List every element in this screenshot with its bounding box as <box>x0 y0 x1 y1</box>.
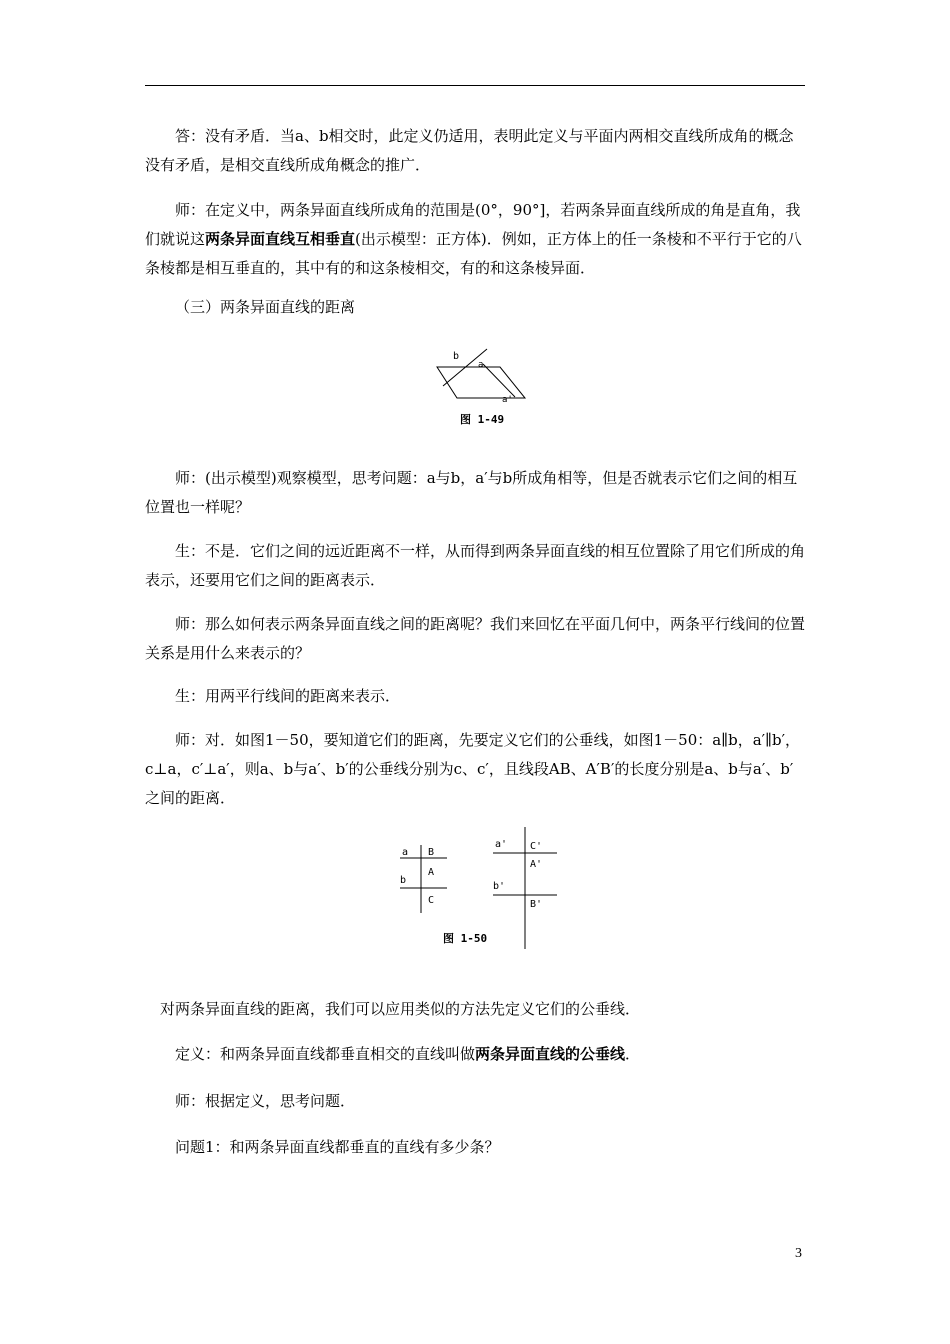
fig150-right-label-a-prime: a' <box>495 839 508 850</box>
header-rule <box>145 85 805 86</box>
fig150-left-label-a: a <box>402 847 409 858</box>
paragraph-teacher-question: 师：那么如何表示两条异面直线之间的距离呢？我们来回忆在平面几何中，两条平行线间的位置关系是用什么来表示的？ <box>145 615 806 662</box>
page-number: 3 <box>795 1246 802 1261</box>
fig150-right-label-B-prime: B' <box>530 899 543 910</box>
bold-term-perpendicular: 两条异面直线互相垂直 <box>205 230 356 248</box>
fig150-left-label-C: C <box>428 895 435 906</box>
fig149-label-a: a <box>478 360 484 370</box>
paragraph-answer: 答：没有矛盾．当a、b相交时，此定义仍适用，表明此定义与平面内两相交直线所成角的概念没有矛盾，是相交直线所成角概念的推广． <box>145 127 794 174</box>
fig150-left-label-B: B <box>428 847 435 858</box>
paragraph-observe-model: 师：(出示模型)观察模型，思考问题：a与b，a′与b所成角相等，但是否就表示它们之间的相互位置也一样呢？ <box>145 469 798 516</box>
fig150-right-label-A-prime: A' <box>530 859 543 870</box>
paragraph-definition: 定义：和两条异面直线都垂直相交的直线叫做两条异面直线的公垂线． <box>175 1045 641 1063</box>
fig150-left-label-b: b <box>400 875 407 886</box>
section-heading-distance: （三）两条异面直线的距离 <box>175 298 356 316</box>
figure-1-49 <box>425 345 535 430</box>
paragraph-student-answer: 生：不是．它们之间的远近距离不一样，从而得到两条异面直线的相互位置除了用它们所成的角表示，还要用它们之间的距离表示． <box>145 542 806 589</box>
paragraph-think: 师：根据定义，思考问题． <box>175 1092 356 1110</box>
paragraph-common-perpendicular: 师：对．如图1－50，要知道它们的距离，先要定义它们的公垂线，如图1－50：a∥b，a′∥b′，c⊥a，c′⊥a′，则a、b与a′、b′的公垂线分别为c、c′，且线段AB、A′B′的长度分别是a、b与a′、b′之间的距离． <box>145 731 801 807</box>
fig150-left-label-A: A <box>428 867 435 878</box>
figure-1-50 <box>395 825 570 950</box>
fig149-label-b: b <box>453 351 460 362</box>
fig150-caption: 图 1-50 <box>443 932 488 945</box>
fig150-right-label-C-prime: C' <box>530 841 543 852</box>
bold-term-common-perpendicular: 两条异面直线的公垂线 <box>475 1045 626 1063</box>
fig149-caption: 图 1-49 <box>460 413 505 426</box>
paragraph-define-common-perpendicular: 对两条异面直线的距离，我们可以应用类似的方法先定义它们的公垂线． <box>160 1000 641 1018</box>
fig149-label-a-prime: a' <box>502 395 513 405</box>
paragraph-question-1: 问题1：和两条异面直线都垂直的直线有多少条？ <box>175 1138 500 1156</box>
paragraph-student-reply: 生：用两平行线间的距离来表示． <box>175 687 401 705</box>
paragraph-teacher-definition: 师：在定义中，两条异面直线所成角的范围是(0°，90°]，若两条异面直线所成的角是直角，我们就说这两条异面直线互相垂直(出示模型：正方体)．例如，正方体上的任一条棱和不平行于它的八条棱都是相互垂直的，其中有的和这条棱相交，有的和这条棱异面． <box>145 201 802 277</box>
fig150-right-label-b-prime: b' <box>493 881 506 892</box>
